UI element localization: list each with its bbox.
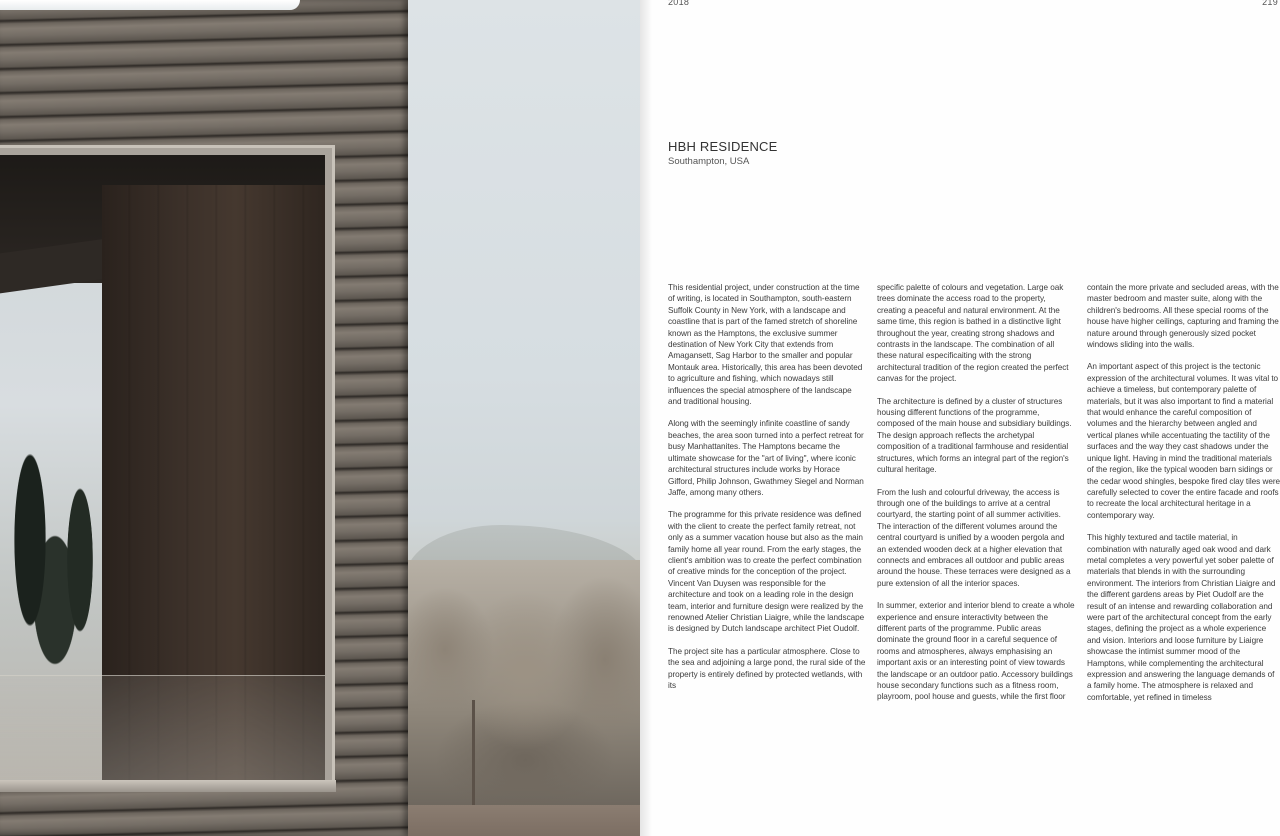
book-gutter bbox=[640, 0, 652, 836]
window-opening bbox=[0, 155, 325, 780]
body-column-1 bbox=[668, 282, 866, 702]
tree-trunk bbox=[472, 700, 475, 810]
project-title: HBH RESIDENCE bbox=[668, 139, 778, 154]
body-column-2 bbox=[877, 282, 1075, 714]
roof-edge bbox=[0, 0, 300, 10]
ground bbox=[405, 805, 640, 836]
paragraph: An important aspect of this project is the tectonic expression of the architectural volumes. It was vital to achieve a timeless, but contemporary palette of materials, but it was also important to find a material that would enhance the careful composition of volumes and the hierarchy between angled and vertical planes while accentuating the tactility of the surfaces and the way they cast shadows under the unique light. Having in mind the traditional materials of the region, like the typical wooden barn sidings or the cedar wood shingles, bespoke fired clay tiles were carefully selected to cover the entire facade and roofs to recreate the local architectural heritage in a contemporary way. bbox=[1087, 362, 1280, 520]
text-page bbox=[640, 0, 1280, 836]
paragraph: In summer, exterior and interior blend to create a whole experience and ensure interactivity between the different parts of the programme. Public areas dominate the ground floor in a careful sequence of rooms and atmospheres, always emphasising an important axis or an interesting point of view towards the landscape or an outdoor patio. Accessory buildings house secondary functions such as a fitness room, playroom, pool house and guests, while the first floor bbox=[877, 601, 1075, 702]
paragraph: Along with the seemingly infinite coastline of sandy beaches, the area soon turned into a perfect retreat for busy Manhattanites. The Hamptons became the ultimate showcase for the "art of living", where iconic architectural structures include works by Horace Gifford, Philip Johnson, Gwathmey Siegel and Norman Jaffe, among many others. bbox=[668, 419, 864, 497]
page-number-right: 219 bbox=[1262, 0, 1278, 7]
page-number-left: 2018 bbox=[668, 0, 690, 7]
paragraph: This residential project, under construction at the time of writing, is located in Southampton, south-eastern Suffolk County in New York, with a landscape and coastline that is part of the famed stretch of shoreline known as the Hamptons, the exclusive summer destination of New York City that extends from Amagansett, Sag Harbor to the smaller and popular Montauk area. Historically, this area has been devoted to agriculture and fishing, which nowadays still influences the special atmosphere of the landscape and traditional housing. bbox=[668, 283, 863, 407]
window-sill bbox=[0, 780, 336, 792]
glass-reflection bbox=[0, 675, 325, 780]
paragraph: The project site has a particular atmosphere. Close to the sea and adjoining a large pond, the rural side of the property is entirely defined by protected wetlands, with its bbox=[668, 646, 866, 690]
bare-trees bbox=[405, 560, 640, 810]
paragraph: This highly textured and tactile material, in combination with naturally aged oak wood and dark metal completes a very powerful yet sober palette of materials that blends in with the surrounding environment. The interiors from Christian Liaigre and the different gardens areas by Piet Oudolf are the result of an intense and rewarding collaboration and were part of the architectural concept from the early stages, defining the project as a whole experience and vision. Interiors and loose furniture by Liaigre showcase the intimist summer mood of the Hamptons, while complementing the architectural expression and answering the language demands of a family home. The atmosphere is relaxed and comfortable, yet refined in timeless bbox=[1087, 533, 1276, 702]
paragraph: The programme for this private residence was defined with the client to create the perfect family retreat, not only as a summer vacation house but also as the main family home all year round. From the early stages, the client's ambition was to create the perfect combination of creative minds for the conception of the project. Vincent Van Duysen was responsible for the architecture and took on a leading role in the design team, interior and furniture design were realized by the renowned Atelier Christian Liaigre, while the landscape is designed by Dutch landscape architect Piet Oudolf. bbox=[668, 510, 865, 634]
project-location: Southampton, USA bbox=[668, 156, 750, 167]
paragraph: specific palette of colours and vegetation. Large oak trees dominate the access road to the property, creating a peaceful and natural environment. At the same time, this region is bathed in a distinctive light throughout the year, creating strong shadows and contrasts in the landscape. The combination of all these natural especificaiting with the strong architectural tradition of the region created the perfect canvas for the project. bbox=[877, 283, 1069, 384]
paragraph: The architecture is defined by a cluster of structures housing different functions of the programme, composed of the main house and subsidiary buildings. The design approach reflects the archetypal composition of a traditional farmhouse and residential structures, which forms an integral part of the region's cultural heritage. bbox=[877, 396, 1072, 475]
paragraph: contain the more private and secluded areas, with the master bedroom and master suite, along with the children's bedrooms. All these special rooms of the house have higher ceilings, capturing and framing the nature around through generously sized pocket windows sliding into the walls. bbox=[1087, 283, 1279, 350]
conifer-trees bbox=[0, 390, 104, 690]
paragraph: From the lush and colourful driveway, the access is through one of the buildings to arrive at a central courtyard, the starting point of all summer activities. The interaction of the different volumes around the central courtyard is unified by a wooden pergola and an extended wooden deck at a higher elevation that connects and embraces all outdoor and public areas around the house. These terraces were designed as a pure extension of all the interior spaces. bbox=[877, 487, 1071, 588]
body-column-3 bbox=[1087, 282, 1280, 714]
